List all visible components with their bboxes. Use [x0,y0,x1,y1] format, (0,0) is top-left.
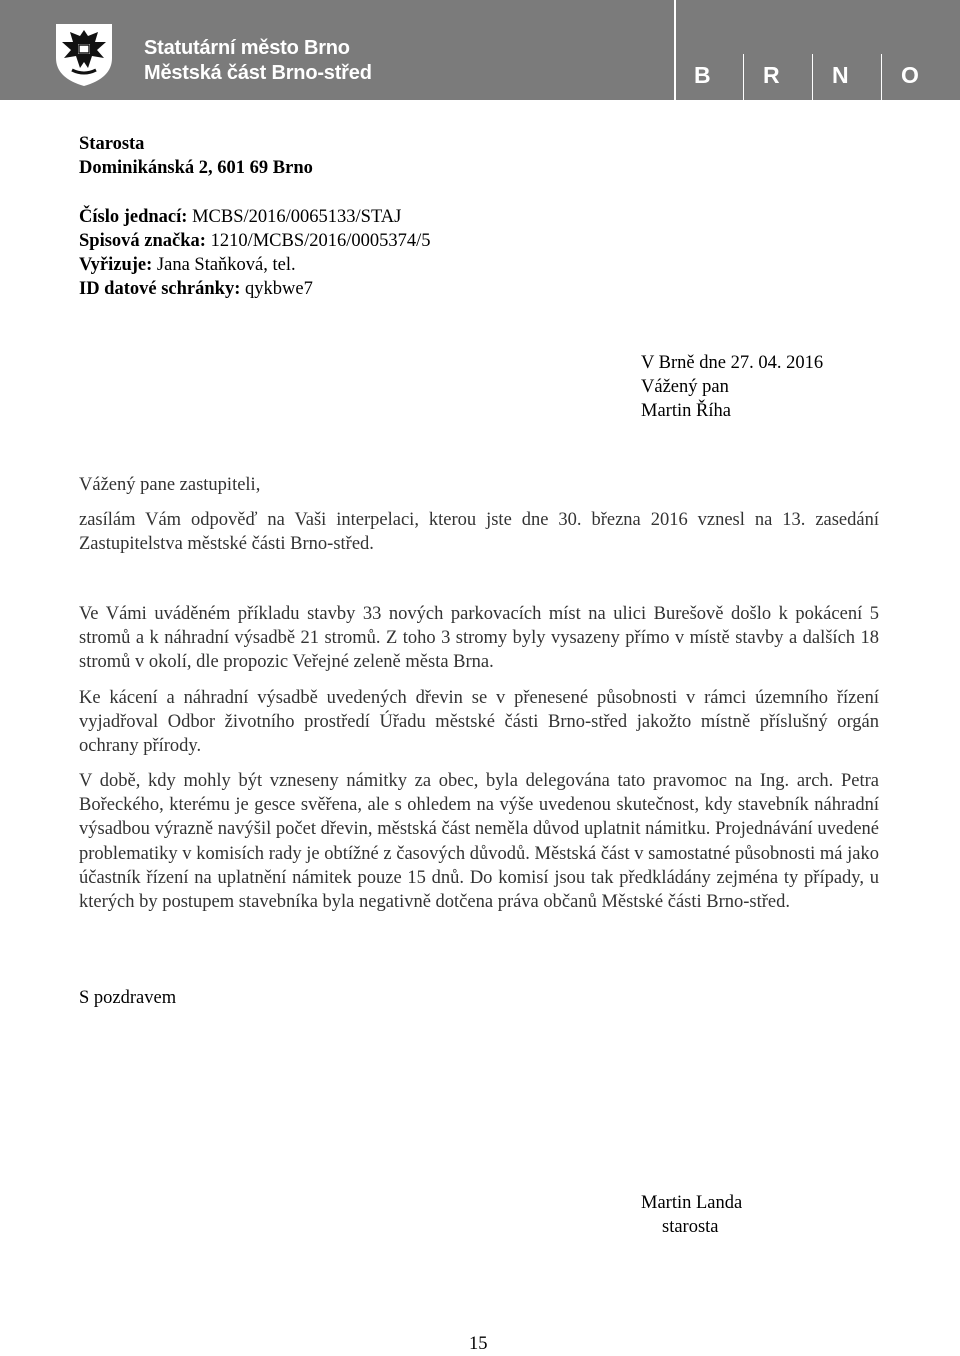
brand-divider [881,54,882,100]
city-crest-eagle-icon [48,18,120,90]
reference-number-value: MCBS/2016/0065133/STAJ [187,207,402,227]
org-district: Městská část Brno-střed [144,62,372,84]
brand-letter: O [901,62,919,88]
handled-by-value: Jana Staňková, tel. [152,255,296,275]
paragraph-2: Ve Vámi uváděném příkladu stavby 33 nových parkovacích míst na ulici Burešově došlo k pokácení 5 stromů a k náhradní výsadbě 21 stromů. Z toho 3 stromy byly vysazeny přímo v místě stavby a dalších 18 stromů v okolí, dle propozic Veřejné zeleně města Brna. [79,604,879,673]
letter-date: V Brně dne 27. 04. 2016 [641,353,824,373]
letterhead-left-panel [0,0,674,100]
page-number: 15 [469,1334,488,1354]
signatory-name: Martin Landa [641,1193,743,1213]
brand-letter: B [694,62,711,88]
recipient-salutation: Vážený pan [641,377,729,397]
data-box-id [79,277,313,301]
greeting: Vážený pane zastupiteli, [79,475,261,495]
reference-number [79,205,401,229]
signatory-role: starosta [662,1217,719,1237]
paragraph-1: zasílám Vám odpověď na Vaši interpelaci, kterou jste dne 30. března 2016 vznesl na 13. zasedání Zastupitelstva městské části Brno-střed. [79,510,879,555]
brand-letter: R [763,62,780,88]
brno-brand-panel [676,0,960,100]
paragraph-4: V době, kdy mohly být vzneseny námitky za obec, byla delegována tato pravomoc na Ing. arch. Petra Bořeckého, kterému je gesce svěřena, ale s ohledem na výše uvedenou skutečnost, kdy stavebník náhradní výsadbou výrazně navýšil počet dřevin, městská část neměla důvod uplatnit námitku. Projednávání uvedené problematiky v komisích rady je obtížné z časových důvodů. Městská část v samostatné působnosti má jako účastník řízení na uplatnění námitek pouze 15 dnů. Do komisí jsou tak předkládány zejména ty případy, u kterých by postupem stavebníka byla negativně dotčena práva občanů Městské části Brno-střed. [79,771,879,913]
recipient-name: Martin Říha [641,401,731,421]
brand-divider [743,54,744,100]
org-name: Statutární město Brno [144,37,350,59]
handled-by-label: Vyřizuje: [79,255,153,275]
sender-title: Starosta [79,134,145,154]
sender-address: Dominikánská 2, 601 69 Brno [79,158,313,178]
paragraph-3: Ke kácení a náhradní výsadbě uvedených dřevin se v přenesené působnosti v rámci územního řízení vyjadřoval Odbor životního prostředí Úřadu městské části Brno-střed jakožto místně příslušný orgán ochrany přírody. [79,688,879,757]
closing: S pozdravem [79,988,177,1008]
reference-number-label: Číslo jednací: [79,207,188,227]
data-box-id-label: ID datové schránky: [79,279,241,299]
brand-divider [812,54,813,100]
data-box-id-value: qykbwe7 [240,279,313,299]
brand-letter: N [832,62,849,88]
file-mark-label: Spisová značka: [79,231,206,251]
handled-by [79,253,296,277]
letterhead [0,0,960,100]
file-mark-value: 1210/MCBS/2016/0005374/5 [205,231,431,251]
file-mark [79,229,431,253]
